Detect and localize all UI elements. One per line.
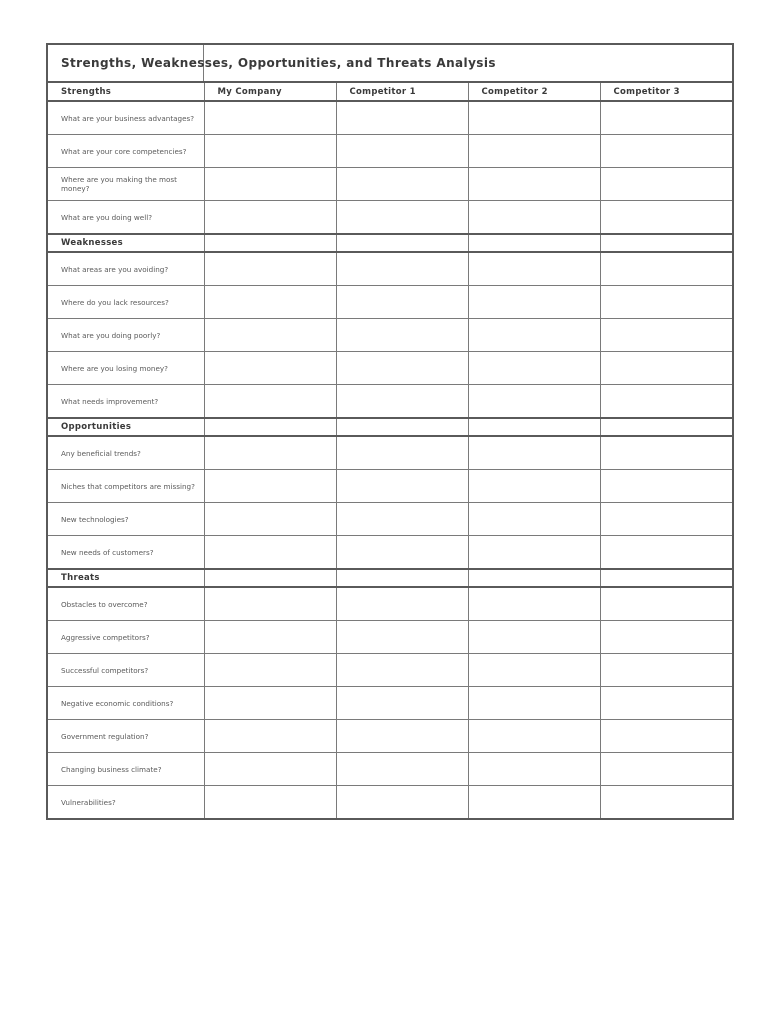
question-label: Government regulation?: [47, 720, 204, 753]
section-heading-filler: [204, 418, 336, 436]
question-label: What areas are you avoiding?: [47, 252, 204, 286]
table-row: [47, 101, 733, 135]
answer-cell-competitor-3[interactable]: [600, 720, 733, 753]
section-heading-filler: [600, 234, 733, 252]
answer-cell-competitor-3[interactable]: [600, 201, 733, 235]
answer-cell-competitor-2[interactable]: [468, 352, 600, 385]
table-row: [47, 385, 733, 419]
table-row: [47, 503, 733, 536]
answer-cell-competitor-1[interactable]: [336, 436, 468, 470]
section-heading-filler: [336, 569, 468, 587]
answer-cell-competitor-1[interactable]: [336, 654, 468, 687]
answer-cell-competitor-1[interactable]: [336, 252, 468, 286]
answer-cell-competitor-3[interactable]: [600, 786, 733, 820]
section-heading-filler: [204, 569, 336, 587]
answer-cell-my-company[interactable]: [204, 168, 336, 201]
section-heading-filler: [600, 418, 733, 436]
answer-cell-competitor-2[interactable]: [468, 503, 600, 536]
question-label: Negative economic conditions?: [47, 687, 204, 720]
section-heading: Weaknesses: [47, 234, 204, 252]
answer-cell-competitor-3[interactable]: [600, 587, 733, 621]
section-heading-filler: [204, 234, 336, 252]
answer-cell-competitor-2[interactable]: [468, 436, 600, 470]
table-row: [47, 753, 733, 786]
answer-cell-competitor-1[interactable]: [336, 201, 468, 235]
question-label: Where do you lack resources?: [47, 286, 204, 319]
answer-cell-my-company[interactable]: [204, 536, 336, 570]
answer-cell-competitor-2[interactable]: [468, 252, 600, 286]
table-row: [47, 786, 733, 820]
answer-cell-competitor-3[interactable]: [600, 621, 733, 654]
answer-cell-my-company[interactable]: [204, 436, 336, 470]
question-label: Vulnerabilities?: [47, 786, 204, 820]
answer-cell-my-company[interactable]: [204, 470, 336, 503]
answer-cell-competitor-1[interactable]: [336, 352, 468, 385]
table-row: [47, 319, 733, 352]
table-row: [47, 587, 733, 621]
answer-cell-competitor-1[interactable]: [336, 319, 468, 352]
answer-cell-competitor-2[interactable]: [468, 720, 600, 753]
answer-cell-my-company[interactable]: [204, 654, 336, 687]
column-header-competitor-3: Competitor 3: [600, 82, 733, 101]
answer-cell-competitor-3[interactable]: [600, 252, 733, 286]
question-label: New technologies?: [47, 503, 204, 536]
table-row: [47, 654, 733, 687]
answer-cell-competitor-2[interactable]: [468, 101, 600, 135]
answer-cell-my-company[interactable]: [204, 101, 336, 135]
question-label: What needs improvement?: [47, 385, 204, 419]
title-cell: [47, 44, 733, 82]
question-label: What are you doing well?: [47, 201, 204, 235]
section-row-weaknesses: [47, 234, 733, 252]
answer-cell-competitor-3[interactable]: [600, 436, 733, 470]
section-heading-filler: [600, 569, 733, 587]
answer-cell-competitor-2[interactable]: [468, 786, 600, 820]
question-label: What are your business advantages?: [47, 101, 204, 135]
answer-cell-competitor-2[interactable]: [468, 753, 600, 786]
answer-cell-competitor-1[interactable]: [336, 621, 468, 654]
table-row: [47, 536, 733, 570]
answer-cell-competitor-3[interactable]: [600, 385, 733, 419]
answer-cell-competitor-1[interactable]: [336, 385, 468, 419]
answer-cell-competitor-3[interactable]: [600, 286, 733, 319]
answer-cell-competitor-2[interactable]: [468, 621, 600, 654]
question-label: Niches that competitors are missing?: [47, 470, 204, 503]
answer-cell-competitor-2[interactable]: [468, 654, 600, 687]
answer-cell-my-company[interactable]: [204, 385, 336, 419]
answer-cell-competitor-2[interactable]: [468, 168, 600, 201]
answer-cell-my-company[interactable]: [204, 352, 336, 385]
section-heading-filler: [468, 418, 600, 436]
answer-cell-competitor-3[interactable]: [600, 503, 733, 536]
section-heading-filler: [468, 569, 600, 587]
answer-cell-competitor-1[interactable]: [336, 536, 468, 570]
table-row: [47, 352, 733, 385]
answer-cell-competitor-1[interactable]: [336, 687, 468, 720]
question-label: Where are you making the most money?: [47, 168, 204, 201]
answer-cell-competitor-3[interactable]: [600, 319, 733, 352]
table-row: [47, 252, 733, 286]
answer-cell-competitor-3[interactable]: [600, 654, 733, 687]
table-body: [47, 44, 733, 819]
answer-cell-my-company[interactable]: [204, 753, 336, 786]
answer-cell-my-company[interactable]: [204, 503, 336, 536]
answer-cell-my-company[interactable]: [204, 201, 336, 235]
table-row: [47, 621, 733, 654]
section-row-threats: [47, 569, 733, 587]
section-heading: Threats: [47, 569, 204, 587]
table-row: [47, 286, 733, 319]
column-header-competitor-2: Competitor 2: [468, 82, 600, 101]
section-heading-filler: [336, 234, 468, 252]
answer-cell-competitor-1[interactable]: [336, 503, 468, 536]
table-row: [47, 436, 733, 470]
answer-cell-competitor-2[interactable]: [468, 536, 600, 570]
table-row: [47, 168, 733, 201]
answer-cell-competitor-2[interactable]: [468, 286, 600, 319]
answer-cell-competitor-2[interactable]: [468, 135, 600, 168]
question-label: Successful competitors?: [47, 654, 204, 687]
column-header-strengths: Strengths: [47, 82, 204, 101]
column-header-my-company: My Company: [204, 82, 336, 101]
question-label: Obstacles to overcome?: [47, 587, 204, 621]
answer-cell-competitor-2[interactable]: [468, 470, 600, 503]
answer-cell-my-company[interactable]: [204, 587, 336, 621]
table-row: [47, 720, 733, 753]
question-label: What are your core competencies?: [47, 135, 204, 168]
table-row: [47, 687, 733, 720]
question-label: New needs of customers?: [47, 536, 204, 570]
answer-cell-competitor-3[interactable]: [600, 536, 733, 570]
page-title: Strengths, Weaknesses, Opportunities, and Threats Analysis: [61, 56, 496, 70]
answer-cell-competitor-2[interactable]: [468, 687, 600, 720]
answer-cell-competitor-1[interactable]: [336, 101, 468, 135]
answer-cell-competitor-2[interactable]: [468, 319, 600, 352]
column-header-competitor-1: Competitor 1: [336, 82, 468, 101]
answer-cell-competitor-1[interactable]: [336, 587, 468, 621]
answer-cell-competitor-3[interactable]: [600, 135, 733, 168]
section-heading-filler: [468, 234, 600, 252]
answer-cell-competitor-1[interactable]: [336, 720, 468, 753]
question-label: What are you doing poorly?: [47, 319, 204, 352]
answer-cell-my-company[interactable]: [204, 319, 336, 352]
answer-cell-my-company[interactable]: [204, 621, 336, 654]
answer-cell-competitor-2[interactable]: [468, 385, 600, 419]
question-label: Aggressive competitors?: [47, 621, 204, 654]
answer-cell-my-company[interactable]: [204, 786, 336, 820]
table-row: [47, 470, 733, 503]
answer-cell-competitor-2[interactable]: [468, 587, 600, 621]
answer-cell-my-company[interactable]: [204, 286, 336, 319]
answer-cell-competitor-3[interactable]: [600, 470, 733, 503]
answer-cell-competitor-1[interactable]: [336, 753, 468, 786]
answer-cell-competitor-1[interactable]: [336, 168, 468, 201]
section-heading: Opportunities: [47, 418, 204, 436]
section-heading-filler: [336, 418, 468, 436]
answer-cell-competitor-3[interactable]: [600, 101, 733, 135]
answer-cell-competitor-1[interactable]: [336, 135, 468, 168]
answer-cell-competitor-1[interactable]: [336, 470, 468, 503]
answer-cell-competitor-1[interactable]: [336, 286, 468, 319]
answer-cell-my-company[interactable]: [204, 687, 336, 720]
answer-cell-my-company[interactable]: [204, 720, 336, 753]
answer-cell-competitor-3[interactable]: [600, 753, 733, 786]
swot-analysis-table: [46, 43, 734, 820]
answer-cell-my-company[interactable]: [204, 252, 336, 286]
question-label: Changing business climate?: [47, 753, 204, 786]
answer-cell-my-company[interactable]: [204, 135, 336, 168]
section-row-opportunities: [47, 418, 733, 436]
answer-cell-competitor-2[interactable]: [468, 201, 600, 235]
table-row: [47, 201, 733, 235]
table-row: [47, 135, 733, 168]
title-row: [47, 44, 733, 82]
question-label: Any beneficial trends?: [47, 436, 204, 470]
answer-cell-competitor-3[interactable]: [600, 168, 733, 201]
header-row: [47, 82, 733, 101]
answer-cell-competitor-3[interactable]: [600, 687, 733, 720]
answer-cell-competitor-1[interactable]: [336, 786, 468, 820]
question-label: Where are you losing money?: [47, 352, 204, 385]
answer-cell-competitor-3[interactable]: [600, 352, 733, 385]
